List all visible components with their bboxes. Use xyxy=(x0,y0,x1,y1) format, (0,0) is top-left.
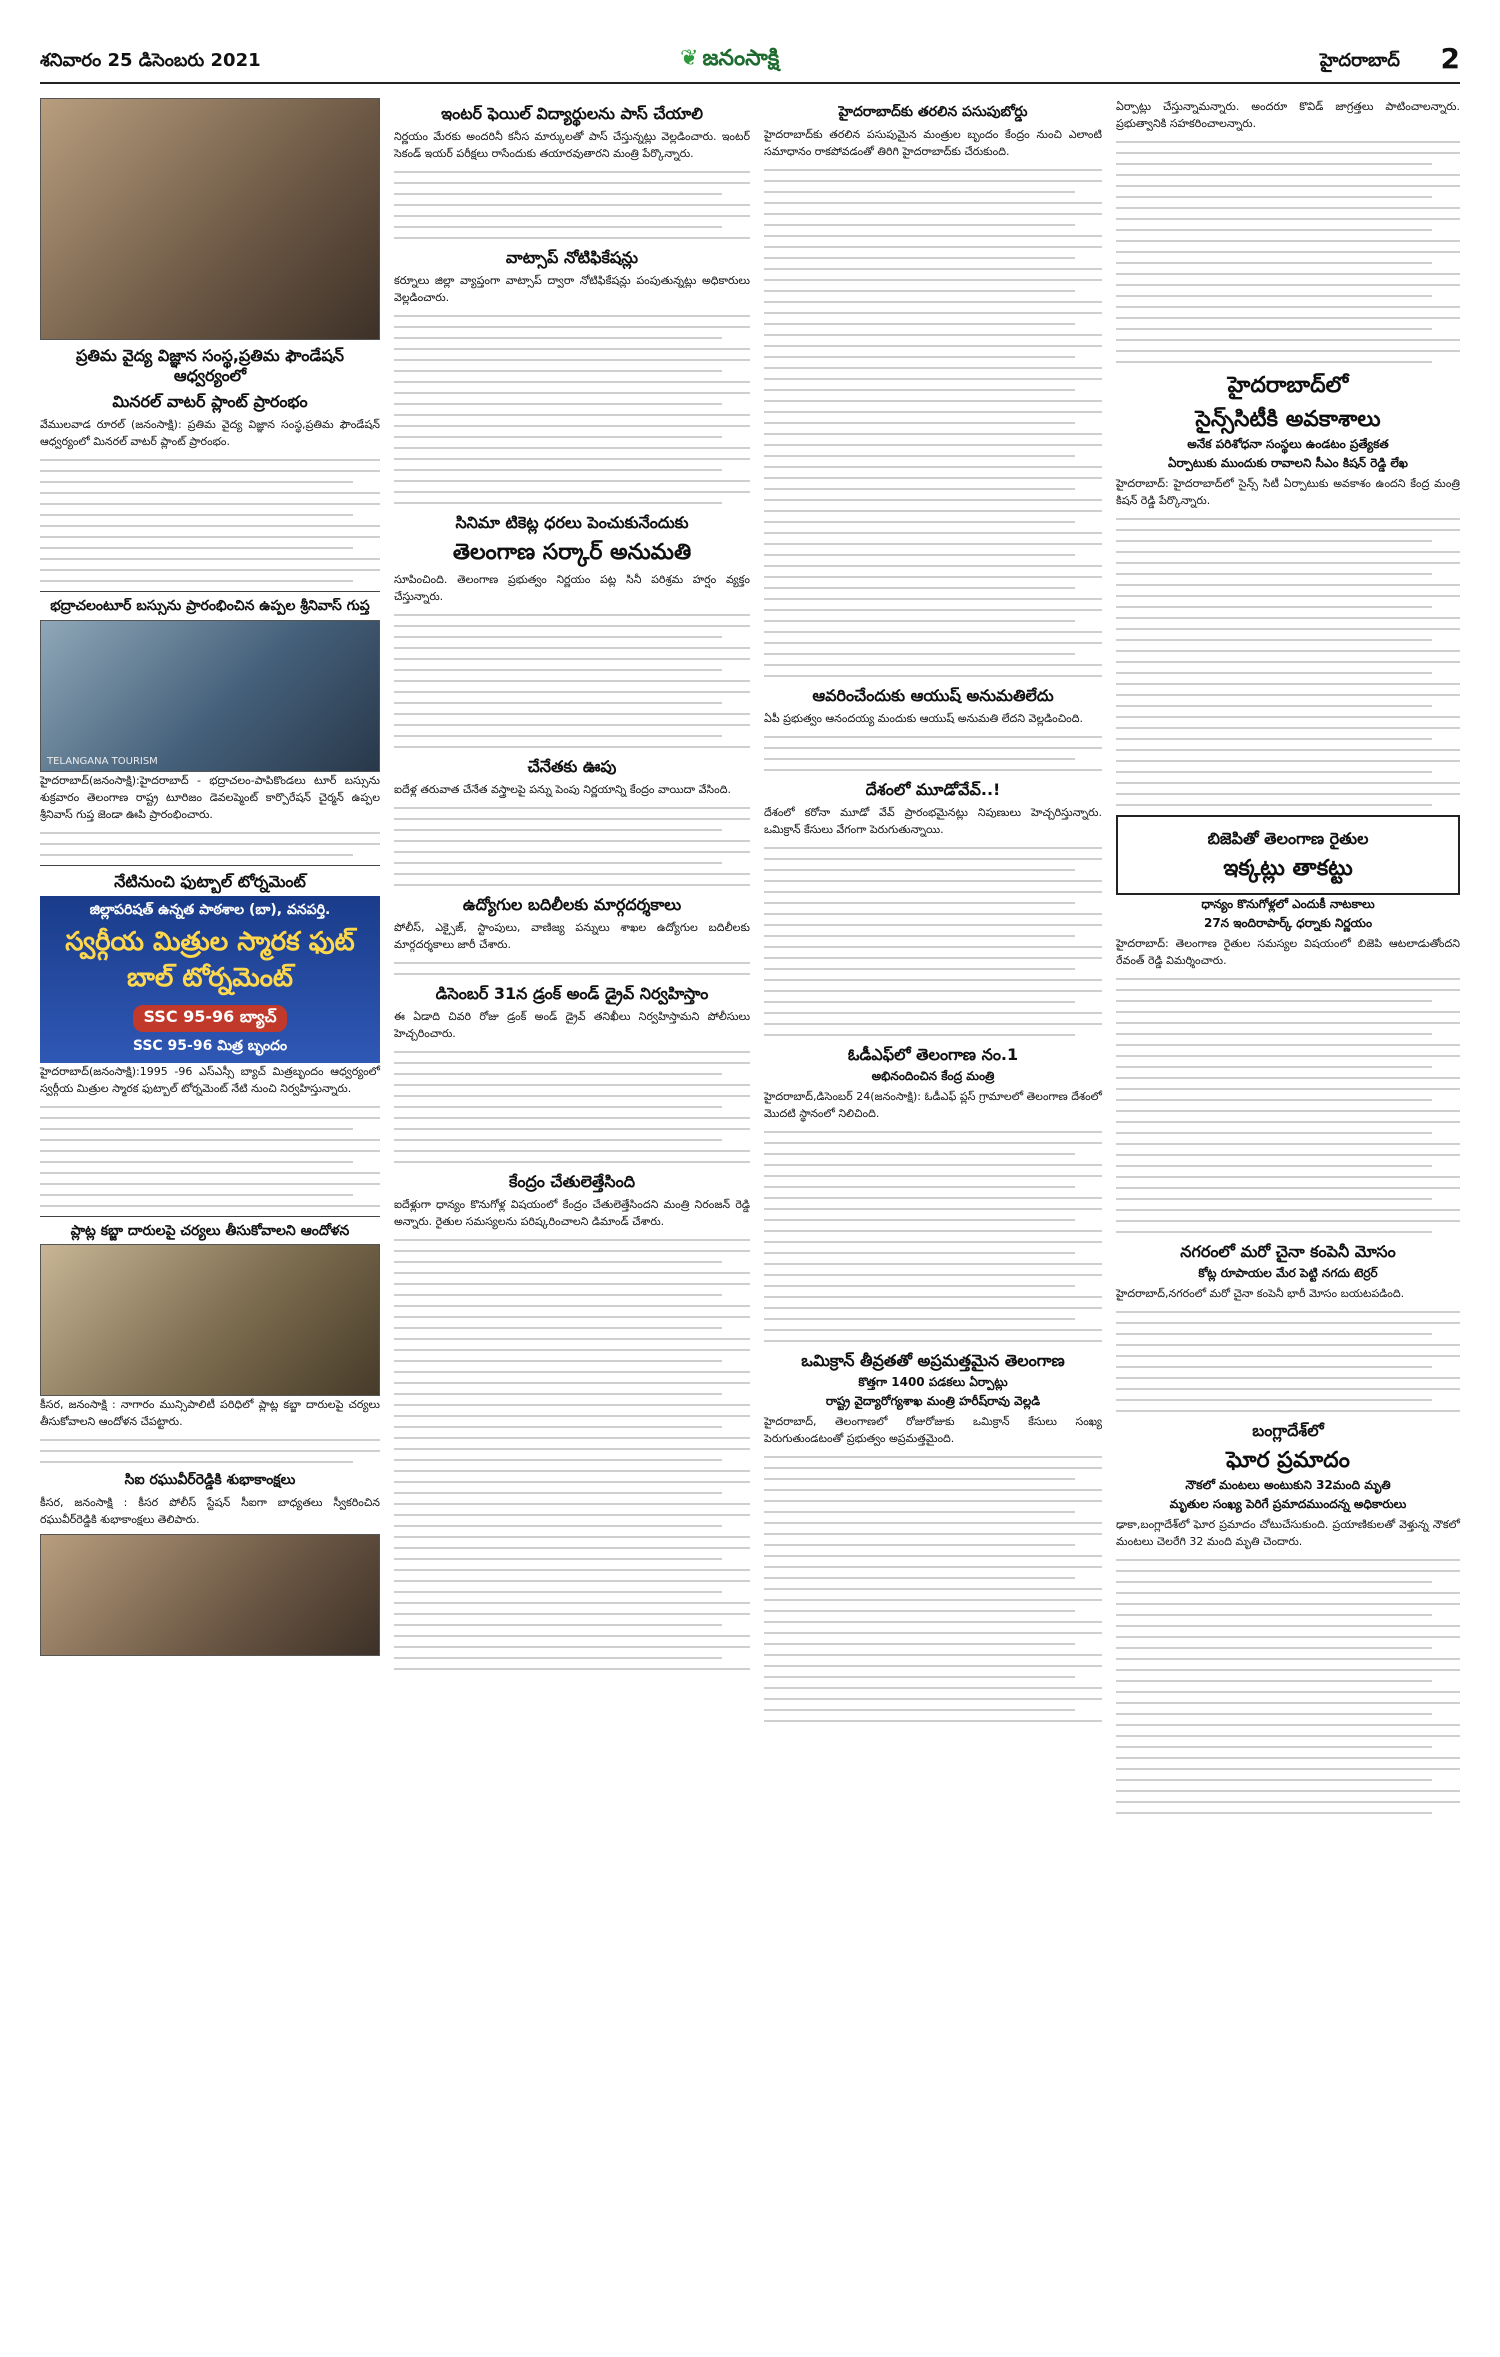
subhead-research: అనేక పరిశోధనా సంస్థలు ఉండటం ప్రత్యేకత xyxy=(1187,437,1389,452)
text-block xyxy=(394,614,750,748)
photo-ribbon-cutting xyxy=(40,98,380,340)
text-block xyxy=(764,169,1102,677)
article-bus-launch: హైదరాబాద్(జనంసాక్షి):హైదరాబాద్ - భద్రాచలం-పాపికొండలు టూర్ బస్సును శుక్రవారం తెలంగాణ రాష్ట్ర టూరిజం డెవలప్మెంట్ కార్పొరేషన్ చైర్మన్ ఉప్పల శ్రీనివాస్ గుప్త జెండా ఊపి ప్రారంభించారు. xyxy=(40,773,380,821)
banner-school: జిల్లాపరిషత్ ఉన్నత పాఠశాల (బా), వనపర్తి. xyxy=(89,901,331,918)
article-continued: ఏర్పాట్లు చేస్తున్నామన్నారు. అందరూ కొవిడ్ జాగ్రత్తలు పాటించాలన్నారు. ప్రభుత్వానికి సహకరించాలన్నారు. xyxy=(1116,100,1460,131)
headline-transfers: ఉద్యోగుల బదిలీలకు మార్గదర్శకాలు xyxy=(462,894,682,914)
headline-bus-launch: భద్రాచలంటూర్ బస్సును ప్రారంభించిన ఉప్పల శ్రీనివాస్ గుప్త xyxy=(50,598,370,615)
headline-china-fraud: నగరంలో మరో చైనా కంపెనీ మోసం xyxy=(1180,1241,1396,1261)
text-block xyxy=(40,1439,380,1463)
article-centre: ఐదేళ్లుగా ధాన్యం కొనుగోళ్ల విషయంలో కేంద్రం చేతులెత్తేసిందని మంత్రి నిరంజన్ రెడ్డి అన్నారు. రైతుల సమస్యలను పరిష్కరించాలని డిమాండ్ చేశారు. xyxy=(394,1198,750,1229)
headline-science-city: సైన్స్‌సిటీకి అవకాశాలు xyxy=(1195,406,1381,432)
headline-centre: కేంద్రం చేతులెత్తేసింది xyxy=(508,1172,636,1192)
masthead xyxy=(40,40,1460,84)
photo-protest xyxy=(40,1244,380,1396)
text-block xyxy=(1116,141,1460,363)
headline-whatsapp: వాట్సాప్ నోటిఫికేషన్లు xyxy=(505,248,639,268)
text-block xyxy=(394,807,750,886)
text-block xyxy=(394,315,750,504)
subhead-ship-fire: నౌకలో మంటలు అంటుకుని 32మంది మృతి xyxy=(1185,1478,1391,1493)
headline-omicron: ఒమిక్రాన్ తీవ్రతతో అప్రమత్తమైన తెలంగాణ xyxy=(801,1350,1065,1370)
article-ci-greetings: కీసర, జనంసాక్షి : కీసర పోలీస్ స్టేషన్ సీఐగా బాధ్యతలు స్వీకరించిన రఘువీర్‌రెడ్డికి శుభాకాంక్షలు తెలిపారు. xyxy=(40,1495,380,1526)
headline-ci-greetings: సిఐ రఘువీర్‌రెడ్డికి శుభాకాంక్షలు xyxy=(124,1472,296,1489)
article-third-wave: దేశంలో కరోనా మూడో వేవ్ ప్రారంభమైనట్లు నిపుణులు హెచ్చరిస్తున్నారు. ఒమిక్రాన్ కేసులు వేగంగా పెరుగుతున్నాయి. xyxy=(764,805,1102,836)
headline-third-wave: దేశంలో మూడోవేవ్..! xyxy=(865,779,1001,799)
article-china-fraud: హైదరాబాద్,నగరంలో మరో చైనా కంపెనీ భారీ మోసం బయటపడింది. xyxy=(1116,1286,1405,1300)
article-football: హైదరాబాద్(జనంసాక్షి):1995 -96 ఎస్ఎస్సీ బ్యాచ్ మిత్రబృందం ఆధ్వర్యంలో స్వర్గీయ మిత్రుల స్మారక ఫుట్బాల్ టోర్నమెంట్ నేటి నుంచి నిర్వహిస్తున్నారు. xyxy=(40,1064,380,1095)
text-block xyxy=(764,736,1102,771)
text-block xyxy=(40,459,380,582)
subhead-beds: కొత్తగా 1400 పడకలు ఏర్పాట్లు xyxy=(858,1374,1008,1389)
column-1 xyxy=(40,98,380,1656)
headline-inter-pass: ఇంటర్ ఫెయిల్ విద్యార్థులను పాస్ చేయాలి xyxy=(441,104,703,123)
article-odf: హైదరాబాద్,డిసెంబర్ 24(జనంసాక్షి): ఓడీఎఫ్ ప్లస్ గ్రామాలలో తెలంగాణ దేశంలో మొదటి స్థానంలో నిలిచింది. xyxy=(764,1089,1102,1120)
photo-greetings xyxy=(40,1534,380,1656)
headline-pledge: ఇక్కట్లు తాకట్టు xyxy=(1223,856,1353,882)
banner-group: SSC 95-96 మిత్ర బృందం xyxy=(132,1037,288,1054)
headline-cinema-tickets: సినిమా టికెట్ల ధరలు పెంచుకునేందుకు xyxy=(455,513,689,533)
article-ayush: ఏపీ ప్రభుత్వం ఆనందయ్య మందుకు ఆయుష్ అనుమతి లేదని వెల్లడించింది. xyxy=(764,711,1083,725)
text-block xyxy=(394,962,750,975)
article-handloom: ఐదేళ్ల తరువాత చేనేత వస్త్రాలపై పన్ను పెంపు నిర్ణయాన్ని కేంద్రం వాయిదా వేసింది. xyxy=(394,782,731,796)
article-farmers: హైదరాబాద్: తెలంగాణ రైతుల సమస్యల విషయంలో బిజెపి ఆటలాడుతోందని రేవంత్ రెడ్డి విమర్శించారు. xyxy=(1116,936,1460,967)
text-block xyxy=(394,1239,750,1670)
article-water-plant: వేములవాడ రూరల్ (జనంసాక్షి): ప్రతిమ వైద్య విజ్ఞాన సంస్థ,ప్రతిమ ఫౌండేషన్ ఆధ్వర్యంలో మినరల్ వాటర్ ప్లాంట్ ప్రారంభం. xyxy=(40,418,380,449)
headline-football: నేటినుంచి ఫుట్బాల్ టోర్నమెంట్ xyxy=(114,871,306,891)
headline-ayush: ఆవరించేందుకు ఆయుష్ అనుమతిలేదు xyxy=(812,685,1054,705)
newspaper-page xyxy=(40,40,1460,2317)
headline-handloom: చేనేతకు ఊపు xyxy=(527,756,617,776)
headline-bangladesh: బంగ్లాదేశ్‌లో xyxy=(1252,1420,1324,1440)
article-omicron: హైదరాబాద్, తెలంగాణలో రోజురోజుకు ఒమిక్రాన్ కేసులు సంఖ్య పెరుగుతుండటంతో ప్రభుత్వం అప్రమత్తమైంది. xyxy=(764,1414,1102,1445)
headline-plot-protest: ప్లాట్ల కబ్జా దారులపై చర్యలు తీసుకోవాలని ఆందోళన xyxy=(70,1222,350,1239)
football-banner xyxy=(40,896,380,1063)
text-block xyxy=(1116,978,1460,1233)
article-bangladesh: ఢాకా,బంగ్లాదేశ్‌లో ఘోర ప్రమాదం చోటుచేసుకుంది. ప్రయాణికులతో వెళ్తున్న నౌకలో మంటలు చెలరేగి 32 మంది మృతి చెందారు. xyxy=(1116,1518,1460,1549)
text-block xyxy=(40,832,380,856)
banner-batch: SSC 95-96 బ్యాచ్ xyxy=(133,1005,286,1032)
subhead-fraud: కోట్ల రూపాయల మేర పెట్టి నగదు టెర్రర్ xyxy=(1198,1265,1378,1280)
page-number: 2 xyxy=(1440,42,1460,75)
leaf-icon: ❦ xyxy=(680,46,699,71)
article-whatsapp: కర్నూలు జిల్లా వ్యాప్తంగా వాట్సాప్ ద్వారా నోటిఫికేషన్లు పంపుతున్నట్లు అధికారులు వెల్లడించారు. xyxy=(394,274,750,305)
paper-logo-text: జనంసాక్షి xyxy=(702,46,780,71)
banner-title: స్వర్గీయ మిత్రుల స్మారక ఫుట్ బాల్ టోర్నమెంట్ xyxy=(65,926,355,993)
text-block xyxy=(764,1131,1102,1342)
subhead-paddy: ధాన్యం కొనుగోళ్లలో ఎందుకీ నాటకాలు xyxy=(1201,896,1375,911)
headline-telangana-permission: తెలంగాణ సర్కార్ అనుమతి xyxy=(452,540,692,566)
edition-city: హైదరాబాద్ xyxy=(1319,50,1400,71)
column-4 xyxy=(1116,98,1460,1823)
headline-turmeric: హైదరాబాద్‌కు తరలిన పసుపుబోర్డు xyxy=(838,104,1028,120)
box-farmers xyxy=(1116,815,1460,895)
headline-water-plant: మినరల్ వాటర్ ప్లాంట్ ప్రారంభం xyxy=(112,392,308,411)
article-turmeric: హైదరాబాద్‌కు తరలిన పసుపుమైన మంత్రుల బృందం కేంద్రం నుంచి ఎలాంటి సమాధానం రాకపోవడంతో తిరిగి హైదరాబాద్‌కు చేరుకుంది. xyxy=(764,127,1102,158)
article-plot-protest: కీసర, జనంసాక్షి : నాగారం మున్సిపాలిటీ పరిధిలో ప్లాట్ల కబ్జా దారులపై చర్యలు తీసుకోవాలని ఆందోళన చేపట్టారు. xyxy=(40,1398,380,1429)
article-science-city: హైదరాబాద్: హైదరాబాద్‌లో సైన్స్ సిటీ ఏర్పాటుకు అవకాశం ఉందని కేంద్ర మంత్రి కిషన్ రెడ్డి పేర్కొన్నారు. xyxy=(1116,477,1460,508)
subhead-dharna: 27న ఇందిరాపార్క్ ధర్నాకు నిర్ణయం xyxy=(1203,915,1373,930)
headline-accident: ఘోర ప్రమాదం xyxy=(1226,1447,1350,1473)
headline-odf: ఓడీఎఫ్‌లో తెలంగాణ నం.1 xyxy=(847,1044,1019,1064)
headline-hyderabad: హైదరాబాద్‌లో xyxy=(1227,373,1349,399)
text-block xyxy=(394,1051,750,1163)
photo-tourism-bus xyxy=(40,620,380,772)
headline-prathima: ప్రతిమ వైద్య విజ్ఞాన సంస్థ,ప్రతిమ ఫౌండేషన్ ఆధ్వర్యంలో xyxy=(75,346,344,385)
text-block xyxy=(764,1456,1102,1722)
column-3 xyxy=(764,98,1102,1731)
subhead-letter: ఏర్పాటుకు ముందుకు రావాలని సీఎం కిషన్ రెడ్డి లేఖ xyxy=(1168,456,1408,471)
text-block xyxy=(40,1106,380,1207)
text-block xyxy=(1116,1311,1460,1412)
subhead-minister: రాష్ట్ర వైద్యారోగ్యశాఖ మంత్రి హరీష్‌రావు వెల్లడి xyxy=(825,1393,1041,1408)
text-block xyxy=(394,171,750,239)
bus-caption: TELANGANA TOURISM xyxy=(47,755,158,767)
article-cinema-tickets: సూపించింది. తెలంగాణ ప్రభుత్వం నిర్ణయం పట్ల సినీ పరిశ్రమ హర్షం వ్యక్తం చేస్తున్నారు. xyxy=(394,572,750,603)
text-block xyxy=(764,847,1102,1036)
issue-date: శనివారం 25 డిసెంబరు 2021 xyxy=(40,50,261,71)
article-transfers: పోలీస్, ఎక్సైజ్, స్టాంపులు, వాణిజ్య పన్నులు శాఖల ఉద్యోగుల బదిలీలకు మార్గదర్శకాలు జారీ చేశారు. xyxy=(394,920,750,951)
subhead-death-toll: మృతుల సంఖ్య పెరిగే ప్రమాదముందన్న అధికారులు xyxy=(1169,1497,1407,1512)
text-block xyxy=(1116,1559,1460,1814)
column-2 xyxy=(394,98,750,1679)
text-block xyxy=(1116,518,1460,806)
article-inter-pass: నిర్ణయం మేరకు అందరినీ కనీస మార్కులతో పాస్ చేస్తున్నట్లు వెల్లడించారు. ఇంటర్ సెకండ్ ఇయర్ పరీక్షలు రాసేందుకు తయారవుతారని మంత్రి పేర్కొన్నారు. xyxy=(394,130,750,161)
article-drunk-drive: ఈ ఏడాది చివరి రోజు డ్రంక్ అండ్ డ్రైవ్ తనిఖీలు నిర్వహిస్తామని పోలీసులు హెచ్చరించారు. xyxy=(394,1009,750,1040)
paper-logo xyxy=(680,46,779,76)
headline-drunk-drive: డిసెంబర్ 31న డ్రంక్ అండ్ డ్రైవ్ నిర్వహిస్తాం xyxy=(435,983,709,1003)
headline-bjp-farmers: బిజెపితో తెలంగాణ రైతుల xyxy=(1207,829,1369,849)
subhead-odf: అభినందించిన కేంద్ర మంత్రి xyxy=(871,1068,995,1083)
